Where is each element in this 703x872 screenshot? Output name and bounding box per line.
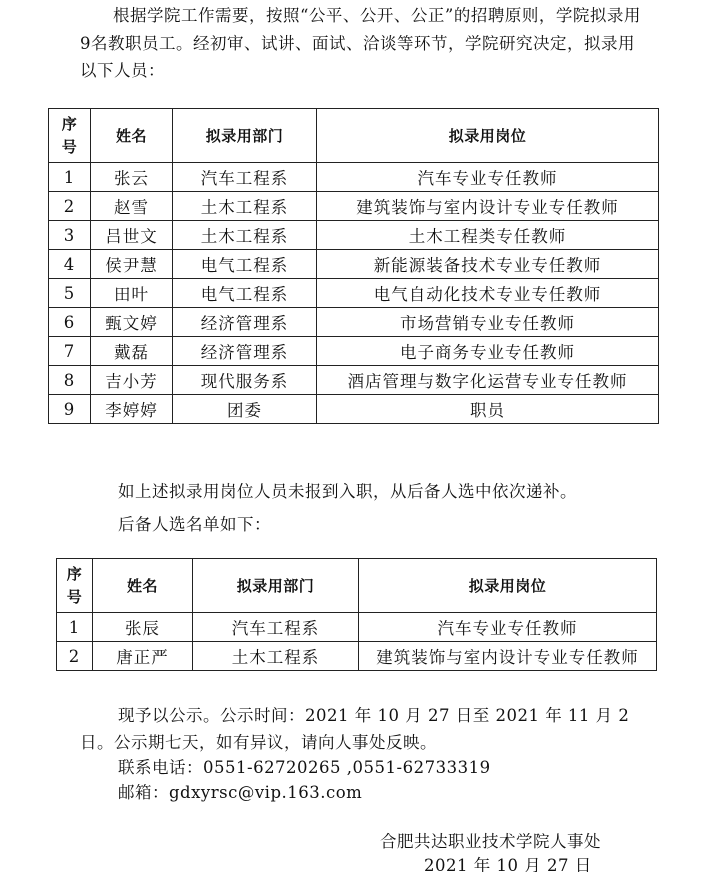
contact-email	[118, 779, 362, 803]
backup-table	[56, 558, 657, 671]
cell-name: 李婷婷	[91, 395, 173, 424]
cell-name: 张辰	[93, 613, 193, 642]
cell-position: 职员	[317, 395, 659, 424]
cell-position: 电子商务专业专任教师	[317, 337, 659, 366]
cell-index: 1	[57, 613, 93, 642]
cell-position: 市场营销专业专任教师	[317, 308, 659, 337]
table-row	[57, 642, 657, 671]
cell-position: 酒店管理与数字化运营专业专任教师	[317, 366, 659, 395]
cell-name: 吉小芳	[91, 366, 173, 395]
intro-paragraph: 根据学院工作需要，按照“公平、公开、公正”的招聘原则，学院拟录用9名教职员工。经初审、试讲、面试、洽谈等环节，学院研究决定，拟录用以下人员：	[80, 6, 641, 80]
cell-department: 土木工程系	[193, 642, 359, 671]
cell-department: 团委	[173, 395, 317, 424]
cell-index: 9	[49, 395, 91, 424]
cell-index: 6	[49, 308, 91, 337]
table-row	[49, 192, 659, 221]
signature-date: 2021 年 10 月 27 日	[424, 856, 592, 872]
cell-name: 甄文婷	[91, 308, 173, 337]
cell-index: 2	[49, 192, 91, 221]
cell-position: 新能源装备技术专业专任教师	[317, 250, 659, 279]
header-position: 拟录用岗位	[359, 559, 657, 613]
cell-index: 1	[49, 163, 91, 192]
cell-position: 汽车专业专任教师	[359, 613, 657, 642]
cell-name: 赵雪	[91, 192, 173, 221]
cell-department: 汽车工程系	[173, 163, 317, 192]
cell-position: 建筑装饰与室内设计专业专任教师	[359, 642, 657, 671]
cell-name: 张云	[91, 163, 173, 192]
cell-position: 建筑装饰与室内设计专业专任教师	[317, 192, 659, 221]
cell-name: 侯尹慧	[91, 250, 173, 279]
cell-name: 吕世文	[91, 221, 173, 250]
table-row	[49, 163, 659, 192]
backup-title: 后备人选名单如下：	[118, 515, 271, 534]
cell-department: 电气工程系	[173, 279, 317, 308]
cell-department: 土木工程系	[173, 221, 317, 250]
cell-department: 经济管理系	[173, 337, 317, 366]
header-index: 序 号	[49, 109, 91, 163]
email-label: 邮箱：	[118, 783, 169, 802]
table-row	[49, 395, 659, 424]
cell-name: 田叶	[91, 279, 173, 308]
cell-index: 3	[49, 221, 91, 250]
cell-index: 8	[49, 366, 91, 395]
notice-line-1: 现予以公示。公示时间：2021 年 10 月 27 日至 2021 年 11 月 2	[118, 706, 630, 725]
header-name: 姓名	[93, 559, 193, 613]
signature-org: 合肥共达职业技术学院人事处	[380, 832, 601, 851]
table-row	[57, 613, 657, 642]
hire-table-header	[49, 109, 659, 163]
notice-line-2: 日。公示期七天，如有异议，请向人事处反映。	[80, 733, 437, 752]
backup-note: 如上述拟录用岗位人员未报到入职，从后备人选中依次递补。	[118, 482, 577, 501]
cell-department: 现代服务系	[173, 366, 317, 395]
table-row	[49, 308, 659, 337]
cell-position: 电气自动化技术专业专任教师	[317, 279, 659, 308]
header-position: 拟录用岗位	[317, 109, 659, 163]
table-row	[49, 221, 659, 250]
phone-value: 0551-62720265 ,0551-62733319	[203, 758, 491, 777]
cell-index: 5	[49, 279, 91, 308]
backup-table-header	[57, 559, 657, 613]
table-row	[49, 337, 659, 366]
hire-table	[48, 108, 659, 424]
header-department: 拟录用部门	[193, 559, 359, 613]
cell-index: 4	[49, 250, 91, 279]
cell-department: 土木工程系	[173, 192, 317, 221]
cell-position: 汽车专业专任教师	[317, 163, 659, 192]
cell-name: 戴磊	[91, 337, 173, 366]
contact-phone	[118, 754, 491, 778]
cell-position: 土木工程类专任教师	[317, 221, 659, 250]
header-name: 姓名	[91, 109, 173, 163]
cell-index: 7	[49, 337, 91, 366]
cell-index: 2	[57, 642, 93, 671]
email-value: gdxyrsc@vip.163.com	[169, 783, 363, 802]
header-index: 序 号	[57, 559, 93, 613]
table-row	[49, 279, 659, 308]
cell-department: 汽车工程系	[193, 613, 359, 642]
cell-department: 电气工程系	[173, 250, 317, 279]
cell-name: 唐正严	[93, 642, 193, 671]
table-row	[49, 366, 659, 395]
table-row	[49, 250, 659, 279]
phone-label: 联系电话：	[118, 758, 203, 777]
header-department: 拟录用部门	[173, 109, 317, 163]
cell-department: 经济管理系	[173, 308, 317, 337]
